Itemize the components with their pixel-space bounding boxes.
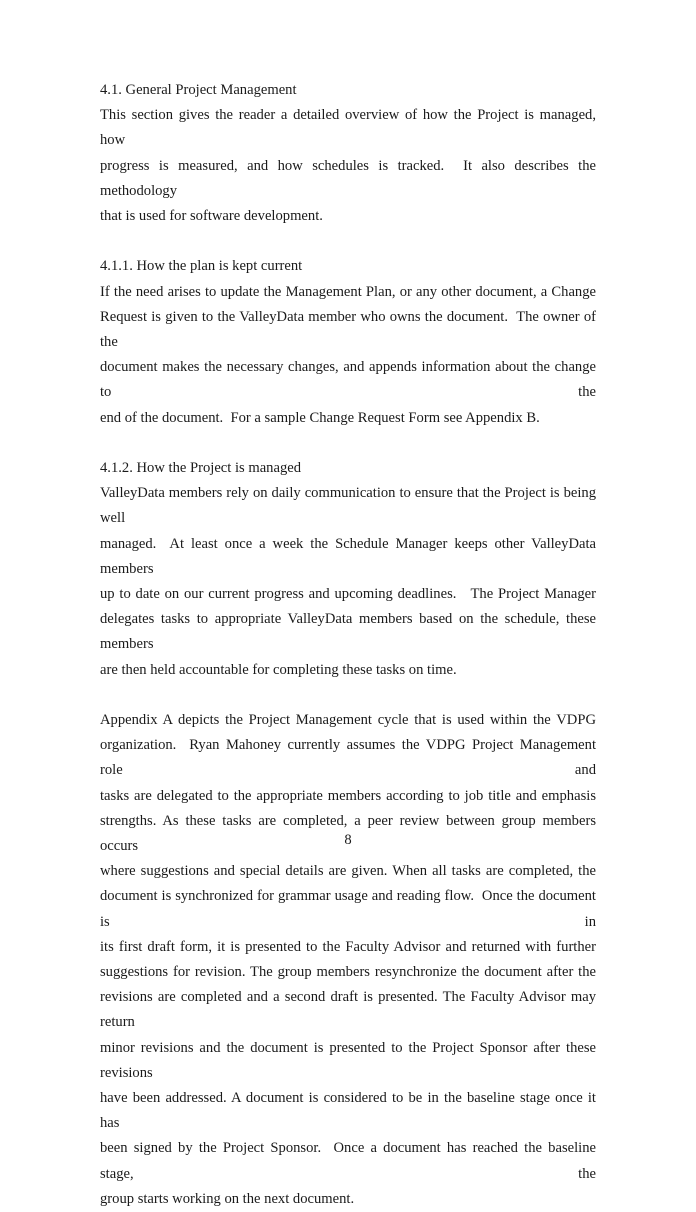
text-line: suggestions for revision. The group members resynchronize the document after the	[100, 964, 596, 981]
text-line: been signed by the Project Sponsor. Once a document has reached the baseline stage, the	[100, 1140, 600, 1182]
text-line: end of the document. For a sample Change Request Form see Appendix B.	[100, 409, 540, 426]
text-line: document makes the necessary changes, and appends information about the change to the	[100, 359, 600, 401]
text-line: minor revisions and the document is presented to the Project Sponsor after these revisions	[100, 1039, 600, 1081]
text-line: managed. At least once a week the Schedule Manager keeps other ValleyData members	[100, 535, 600, 577]
paragraph-how-plan-kept-current	[100, 280, 600, 431]
text-line: If the need arises to update the Management Plan, or any other document, a Change	[100, 283, 596, 300]
text-line: where suggestions and special details are given. When all tasks are completed, the	[100, 863, 596, 880]
text-line: ValleyData members rely on daily communication to ensure that the Project is being well	[100, 485, 600, 527]
text-line: group starts working on the next document.	[100, 1190, 355, 1207]
text-line: Request is given to the ValleyData member who owns the document. The owner of the	[100, 308, 600, 351]
paragraph-appendix-a-cycle	[100, 708, 600, 1212]
text-line: revisions are completed and a second draft is presented. The Faculty Advisor may return	[100, 989, 600, 1031]
text-line: its first draft form, it is presented to the Faculty Advisor and returned with further	[100, 938, 596, 955]
paragraph-spacer-1	[100, 229, 596, 254]
text-line: document is synchronized for grammar usage and reading flow. Once the document is in	[100, 888, 600, 930]
text-line: are then held accountable for completing these tasks on time.	[100, 661, 457, 678]
text-line: tasks are delegated to the appropriate members according to job title and emphasis	[100, 787, 596, 804]
heading-4-1-2: 4.1.2. How the Project is managed	[100, 460, 302, 477]
page-number: 8	[344, 832, 352, 848]
text-line: strengths. As these tasks are completed, a peer review between group members occurs	[100, 812, 600, 855]
text-line: This section gives the reader a detailed overview of how the Project is managed, how	[100, 107, 600, 149]
text-line: Appendix A depicts the Project Management cycle that is used within the VDPG	[100, 712, 596, 729]
text-line: progress is measured, and how schedules is tracked. It also describes the methodology	[100, 157, 600, 199]
text-line: have been addressed. A document is considered to be in the baseline stage once it has	[100, 1090, 600, 1132]
paragraph-general-project-management	[100, 103, 600, 229]
heading-4-1-1: 4.1.1. How the plan is kept current	[100, 258, 303, 275]
paragraph-how-project-managed	[100, 481, 600, 683]
page-body	[100, 78, 600, 1212]
text-line: up to date on our current progress and upcoming deadlines. The Project Manager	[100, 586, 596, 603]
text-line: that is used for software development.	[100, 208, 323, 225]
text-line: delegates tasks to appropriate ValleyData members based on the schedule, these members	[100, 611, 600, 653]
paragraph-spacer-3	[100, 683, 596, 708]
heading-4-1: 4.1. General Project Management	[100, 82, 297, 98]
paragraph-spacer-2	[100, 431, 596, 456]
text-line: organization. Ryan Mahoney currently assumes the VDPG Project Management role and	[100, 737, 600, 779]
